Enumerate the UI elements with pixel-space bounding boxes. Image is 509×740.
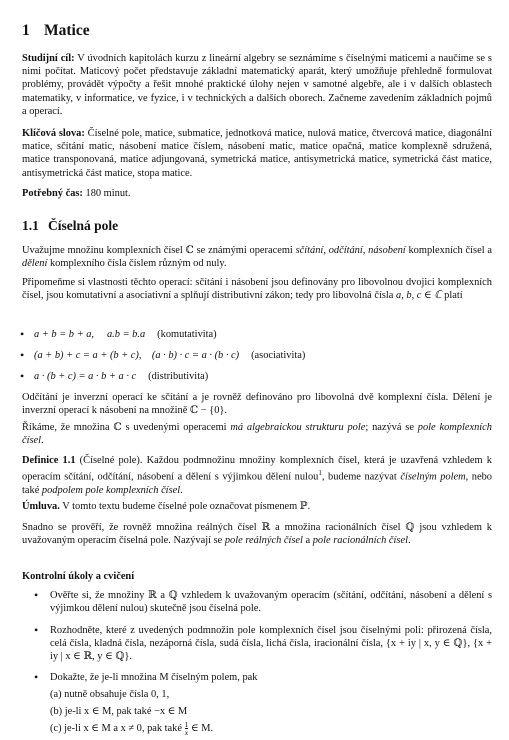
- paragraph-inverse: [22, 391, 492, 417]
- exercise-subitem-c: [50, 721, 492, 736]
- p5-text-c: a: [302, 535, 313, 547]
- property-tag: (asociativita): [251, 350, 306, 361]
- fraction-numerator: 1: [184, 719, 189, 729]
- definition-text-b: , budeme nazývat: [321, 471, 401, 483]
- property-commutativity: [34, 328, 217, 341]
- property-formula: a + b = b + a, a.b = b.a: [34, 329, 146, 340]
- definition: [22, 454, 492, 497]
- p1-operations: sčítání, odčítání, násobení: [295, 245, 406, 256]
- p3-text: Odčítání je inverzní operací ke sčítání a je rovněž definováno pro libovolná dvě komplexní čísla. Dělení je inverzní operací k násobení na množině ℂ − {0}.: [22, 392, 492, 417]
- property-tag: (distributivita): [148, 371, 209, 382]
- p4-field-name: pole komplexních čísel: [22, 422, 492, 447]
- section-title-text: Matice: [44, 22, 90, 39]
- property-formula: a · (b + c) = a · b + a · c: [34, 371, 137, 382]
- definition-text-a: (Číselné pole). Každou podmnožinu množiny komplexních čísel, která je uzavřená vzhledem k operacím sčítání, odčítání, násobení a dělení s výjimkou dělení nulou: [22, 455, 492, 483]
- p2-variables: a, b, c ∈ ℂ: [396, 290, 442, 302]
- paragraph-fields: [22, 521, 492, 547]
- p2-text-c: platí: [441, 290, 463, 302]
- subitem-c-tail: ∈ M.: [188, 722, 214, 734]
- p5-text-a: Snadno se prověří, že rovněž množina reálných čísel ℝ a množina racionálních čísel ℚ jsou vzhledem k uvažovaným operacím číselná pole. Nazývají se: [22, 522, 492, 547]
- time-text: 180 minut.: [85, 188, 131, 199]
- definition-label: Definice 1.1: [22, 455, 76, 466]
- fraction-denominator: x: [184, 727, 189, 737]
- definition-term: číselným polem: [400, 471, 466, 483]
- p4-structure: má algebraickou strukturu pole: [230, 422, 366, 433]
- exercise-item: • Ověřte si, že množiny ℝ a ℚ vzhledem k uvažovaným operacím (sčítání, odčítání, násobení a dělení s výjimkou dělení nulou) skutečně jsou číselná pole.: [22, 589, 492, 615]
- keywords: [22, 127, 492, 180]
- property-associativity: [34, 349, 305, 362]
- p4-text-e: .: [41, 435, 44, 447]
- definition-text-f: .: [180, 484, 183, 496]
- exercises-title: Kontrolní úkoly a cvičení: [22, 571, 135, 582]
- p4-text-c: ; nazývá se: [365, 422, 418, 433]
- subsection-title-text: Číselná pole: [48, 218, 119, 233]
- definition-term-alt: podpolem pole komplexních čísel: [41, 484, 181, 496]
- subsection-number: 1.1: [22, 218, 39, 233]
- time-label: Potřebný čas:: [22, 188, 83, 199]
- p1-text-e: komplexního čísla číslem různým od nuly.: [47, 258, 227, 270]
- p4-text-a: Říkáme, že množina ℂ s uvedenými operacemi: [22, 422, 231, 433]
- keywords-label: Klíčová slova:: [22, 128, 85, 139]
- property-formula: (a + b) + c = a + (b + c), (a · b) · c = a · (b · c): [34, 350, 240, 361]
- exercise-subitem-a: (a) nutně obsahuje čísla 0, 1,: [50, 689, 170, 701]
- p5-rational-field: pole racionálních čísel: [312, 535, 408, 547]
- study-goal-text: V úvodních kapitolách kurzu z lineární algebry se seznámíme s číselnými maticemi a naučíme se s nimi počítat. Maticový počet představuje základní matematický aparát, který umožňuje přehledně formulovat problémy, provádět výpočty a řešit mnohé praktické úlohy nejen v samotné algebře, ale i v dalších oblastech matematiky, v informatice, ve fyzice, i v technických a dalších oborech. Začneme zavedením základních pojmů a operací.: [22, 53, 492, 117]
- section-number: 1: [22, 22, 30, 39]
- subsection-title: [22, 218, 118, 234]
- p5-text-e: .: [407, 535, 411, 547]
- paragraph-intro: [22, 244, 492, 270]
- p1-text-c: komplexních čísel a: [405, 245, 492, 256]
- keywords-text: Číselné pole, matice, submatice, jednotková matice, nulová matice, čtvercová matice, diagonální matice, sčítání matic, násobení matice číslem, násobení matic, matice opačná, matice komplexně sdružená, matice transponovaná, matice adjungovaná, symetrická matice, antisymetrická matice, symetrická část matice, antisymetrická část matice, stopa matice.: [22, 128, 492, 179]
- study-goal-label: Studijní cíl:: [22, 53, 75, 64]
- exercise-item: • Dokažte, že je-li množina M číselným polem, pak: [22, 671, 492, 684]
- study-goal: [22, 52, 492, 118]
- paragraph-structure: [22, 421, 492, 447]
- footnote-marker: 1: [318, 469, 322, 478]
- p1-text-a: Uvažujme množinu komplexních čísel ℂ se známými operacemi: [22, 245, 296, 256]
- required-time: [22, 187, 492, 200]
- p5-real-field: pole reálných čísel: [224, 535, 303, 547]
- exercise-list: [22, 589, 492, 684]
- p1-division: dělení: [22, 258, 48, 270]
- subitem-c-text: (c) je-li x ∈ M a x ≠ 0, pak také: [50, 722, 182, 734]
- definition-text-d: , nebo také: [22, 471, 492, 496]
- property-distributivity: [34, 370, 208, 383]
- convention: [22, 500, 492, 513]
- exercises: [22, 570, 492, 739]
- convention-label: Úmluva.: [22, 501, 60, 512]
- exercise-subitems: [22, 688, 492, 735]
- paragraph-properties: [22, 276, 492, 302]
- exercise-subitem-b: (b) je-li x ∈ M, pak také −x ∈ M: [50, 705, 188, 717]
- exercise-item: • Rozhodněte, které z uvedených podmnožin pole komplexních čísel jsou číselnými poli: přirozená čísla, celá čísla, kladná čísla, nezáporná čísla, sudá čísla, lichá čísla, iracionální čísla, {x + iy | x, y ∈ ℚ}, {x + iy | x ∈ ℝ, y ∈ ℚ}.: [22, 624, 492, 664]
- convention-text: V tomto textu budeme číselné pole označovat písmenem ℙ.: [59, 501, 311, 512]
- p2-text-a: Připomeňme si vlastnosti těchto operací: sčítání i násobení jsou definovány pro libovolnou dvojici komplexních čísel, jsou komutativní a asociativní a splňují distributivní zákon; tedy pro libovolná čísla: [22, 277, 492, 302]
- property-tag: (komutativita): [157, 329, 217, 340]
- section-title: [22, 22, 90, 40]
